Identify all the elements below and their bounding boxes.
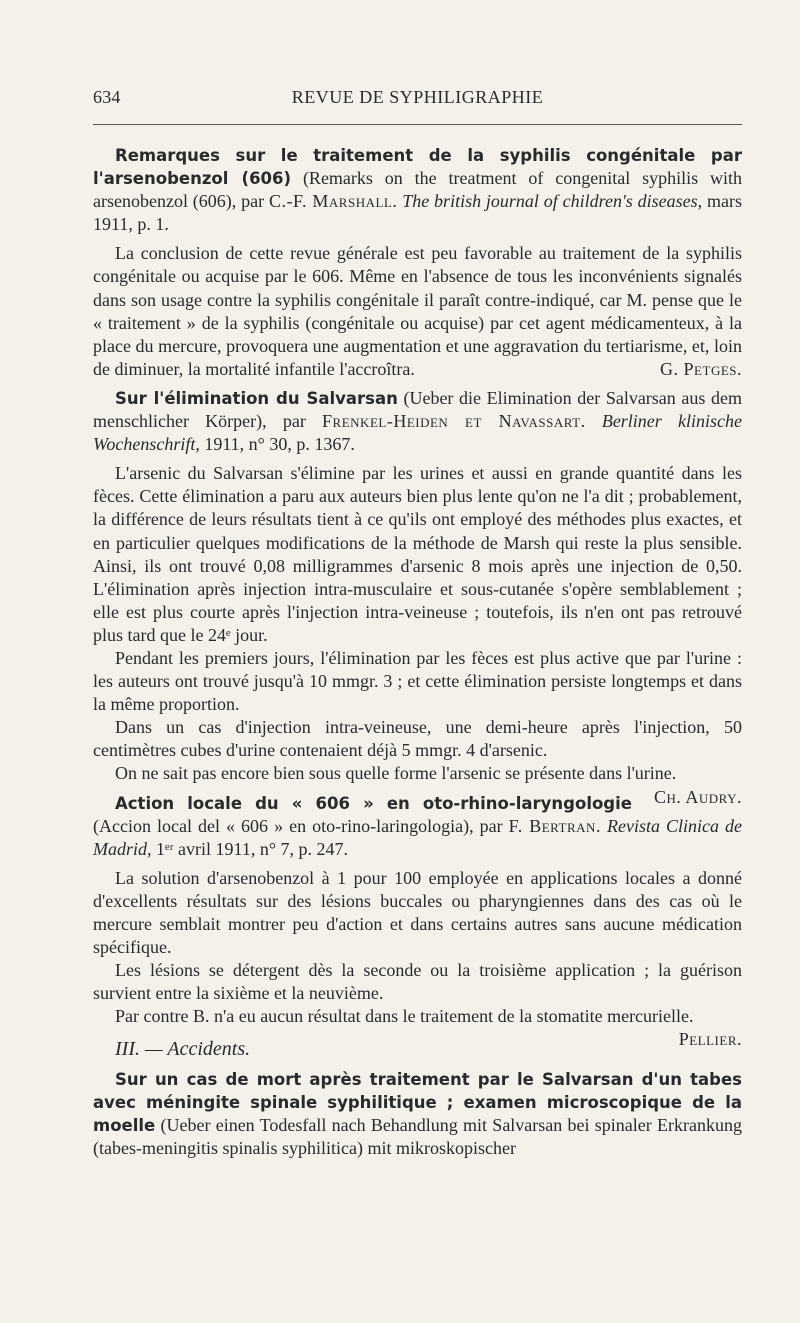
article-paragraph: Dans un cas d'injection intra-veineuse, une demi-heure après l'injection, 50 centimètres cubes d'urine contenaient déjà 5 mmgr. 4 d'arsenic.: [93, 717, 742, 761]
reviewer-signature: Ch. Audry.: [653, 786, 742, 807]
article-title: Remarques sur le traitement de la syphilis congénitale par l'arsenobenzol (606): [93, 146, 742, 189]
header-rule: [93, 124, 742, 125]
article-heading: [93, 387, 742, 456]
article-paragraph: La solution d'arsenobenzol à 1 pour 100 employée en applications locales a donné d'excellents résultats sur des lésions buccales ou pharyngiennes dans des cas où le mercure semblait montrer peu d'action et dans certains autres sans aucune médication spécifique.: [93, 867, 742, 958]
article-reference-tail: 1ᵉʳ avril 1911, n° 7, p. 247.: [151, 838, 349, 859]
article-reference: (Ueber einen Todesfall nach Behandlung mit Salvarsan bei spinaler Erkrankung (tabes-meningitis spinalis syphilitica) mit mikroskopischer: [93, 1114, 742, 1158]
article-paragraph: Les lésions se détergent dès la seconde ou la troisième application ; la guérison survient entre la sixième et la neuvième.: [93, 960, 742, 1004]
journal-title: REVUE DE SYPHILIGRAPHIE: [291, 87, 544, 107]
article-journal: The british journal of children's diseases,: [397, 191, 703, 212]
article-title: Sur l'élimination du Salvarsan: [115, 388, 398, 408]
article-reference: (Ueber die Elimination der Salvarsan aus dem menschlicher Körper), par: [93, 387, 742, 432]
article-journal: Berliner klinische Wochenschrift,: [93, 411, 742, 455]
section-heading: III. — Accidents.: [115, 1038, 251, 1061]
article-paragraph: La conclusion de cette revue générale est peu favorable au traitement de la syphilis congénitale ou acquise par le 606. Même en l'absence de tous les inconvénients signalés dans son usage contre la syphilis congénitale il paraît contre-indiqué, car M. pense que le « traitement » de la syphilis (congénitale ou acquise) par cet agent médicamenteux, à la place du mercure, provoquera une augmentation et une aggravation du tertiarisme, et, loin de diminuer, la mortalité infantile l'accroîtra. G. Petges.: [93, 242, 742, 381]
article-author: Frenkel-Heiden et Navassart.: [322, 411, 586, 432]
article-title: Sur un cas de mort après traitement par le Salvarsan d'un tabes avec méningite spinale syphilitique ; examen microscopique de la moelle: [93, 1069, 742, 1135]
article-author: F. Bertran.: [508, 815, 601, 836]
article-title: Action locale du « 606 » en oto-rhino-laryngologie: [115, 793, 632, 813]
article-heading: [93, 1068, 742, 1160]
article-author: C.-F. Marshall.: [268, 191, 398, 212]
body-text: [93, 138, 742, 1160]
page-number: 634: [93, 87, 121, 107]
article-paragraph: L'arsenic du Salvarsan s'élimine par les urines et aussi en grande quantité dans les fèces. Cette élimination a paru aux auteurs bien plus lente qu'on ne l'a dit ; probablement, la différence de leurs résultats tient à ce qu'ils ont employé des méthodes plus exactes, et en particulier quelques modifications de la méthode de Marsh qui reste la plus sensible. Ainsi, ils ont trouvé 0,08 milligrammes d'arsenic 8 mois après une injection de 0,50. L'élimination après injection intra-musculaire et sous-cutanée s'opère semblablement ; elle est plus courte après l'injection intra-veineuse ; toutefois, ils n'en ont pas retrouvé plus tard que le 24ᵉ jour.: [93, 463, 742, 645]
reviewer-signature: Pellier.: [678, 1029, 742, 1050]
article-paragraph: On ne sait pas encore bien sous quelle forme l'arsenic se présente dans l'urine. Ch. Audry.: [93, 762, 742, 785]
article-journal: Revista Clinica de Madrid,: [93, 815, 743, 859]
article-reference: (Accion local del « 606 » en oto-rino-laringologia), par: [93, 815, 509, 836]
article-paragraph: Pendant les premiers jours, l'élimination par les fèces est plus active que par l'urine : les auteurs ont trouvé jusqu'à 10 mmgr. 3 ; et cette élimination persiste longtemps et dans la même proportion.: [93, 647, 742, 715]
article-reference: (Remarks on the treatment of congenital syphilis with arsenobenzol (606), par: [93, 168, 742, 212]
reviewer-signature: G. Petges.: [660, 358, 742, 379]
article-reference-tail: mars 1911, p. 1.: [93, 191, 742, 235]
article-reference-tail: 1911, n° 30, p. 1367.: [199, 434, 355, 455]
article-paragraph: Par contre B. n'a eu aucun résultat dans le traitement de la stomatite mercurielle. Pellier.: [93, 1005, 742, 1028]
article-heading: [93, 144, 742, 236]
